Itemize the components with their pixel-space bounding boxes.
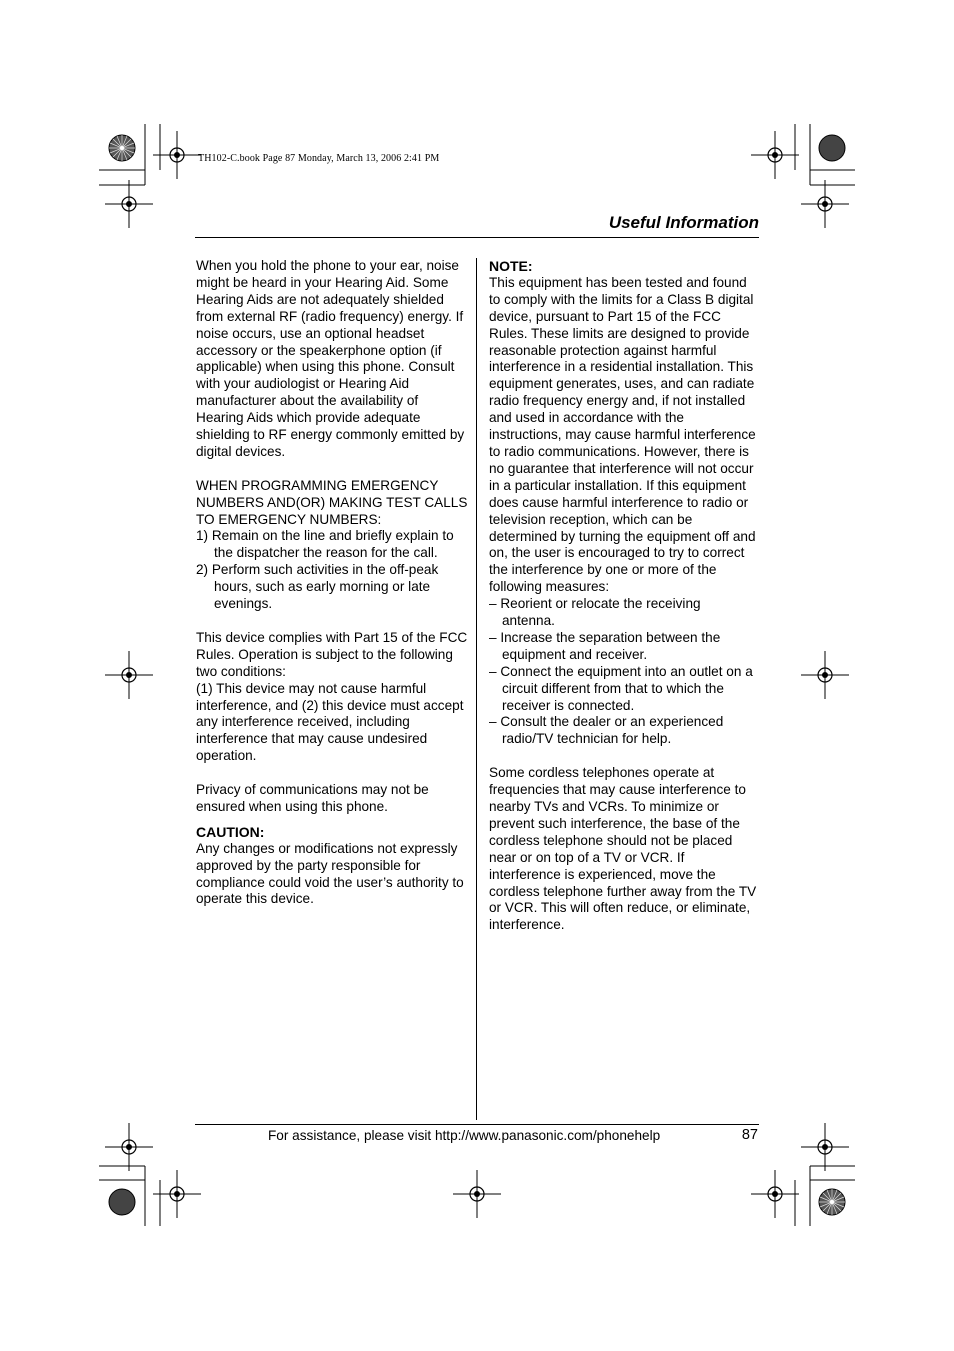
privacy-paragraph: Privacy of communications may not be ensured when using this phone.	[196, 782, 429, 814]
measure-item-2: – Increase the separation between the equipment and receiver.	[489, 629, 721, 662]
footer-rule	[195, 1124, 759, 1125]
note-heading: NOTE:	[489, 258, 533, 274]
caution-paragraph: Any changes or modifications not expressly approved by the party responsible for compliance could void the user’s authority to operate this device.	[196, 840, 464, 907]
right-column	[489, 258, 757, 934]
fcc-compliance-paragraph: This device complies with Part 15 of the FCC Rules. Operation is subject to the following two conditions:	[196, 629, 468, 679]
left-column	[196, 258, 468, 908]
emergency-heading: WHEN PROGRAMMING EMERGENCY NUMBERS AND(OR) MAKING TEST CALLS TO EMERGENCY NUMBERS:	[196, 477, 468, 527]
section-title: Useful Information	[608, 213, 759, 232]
measure-item-4: – Consult the dealer or an experienced radio/TV technician for help.	[489, 714, 724, 747]
header-rule	[195, 237, 759, 238]
emergency-item-1: 1) Remain on the line and briefly explain to the dispatcher the reason for the call.	[196, 528, 454, 561]
assistance-footer: For assistance, please visit http://www.panasonic.com/phonehelp	[268, 1128, 661, 1143]
cordless-interference-paragraph: Some cordless telephones operate at frequencies that may cause interference to nearby TVs and VCRs. To minimize or prevent such interference, the base of the cordless telephone should not be placed near or on top of a TV or VCR. If interference is experienced, move the cordless telephone further away from the TV or VCR. This will often reduce, or eliminate, interference.	[489, 765, 757, 933]
book-info-line: TH102-C.book Page 87 Monday, March 13, 2006 2:41 PM	[198, 153, 440, 164]
note-paragraph: This equipment has been tested and found to comply with the limits for a Class B digital device, pursuant to Part 15 of the FCC Rules. These limits are designed to provide reasonable protection against harmful interference in a residential installation. This equipment generates, uses, and can radiate radio frequency energy and, if not installed and used in accordance with the instructions, may cause harmful interference to radio communications. However, there is no guarantee that interference will not occur in a particular installation. If this equipment does cause harmful interference to radio or television reception, which can be determined by turning the equipment off and on, the user is encouraged to try to correct the interference by one or more of the following measures:	[489, 274, 756, 595]
measure-item-1: – Reorient or relocate the receiving antenna.	[489, 596, 701, 629]
measure-item-3: – Connect the equipment into an outlet on a circuit different from that to which the receiver is connected.	[489, 663, 753, 713]
emergency-item-2: 2) Perform such activities in the off-peak hours, such as early morning or late evenings.	[196, 562, 439, 612]
column-divider	[476, 258, 477, 1120]
hearing-aid-paragraph: When you hold the phone to your ear, noise might be heard in your Hearing Aid. Some Hearing Aids are not adequately shielded from external RF (radio frequency) energy. If noise occurs, use an optional headset accessory or the speakerphone option (if applicable) when using this phone. Consult with your audiologist or Hearing Aid manufacturer about the availability of Hearing Aids which provide adequate shielding to RF energy commonly emitted by digital devices.	[196, 258, 465, 459]
fcc-conditions-paragraph: (1) This device may not cause harmful interference, and (2) this device must accept any interference received, including interference that may cause undesired operation.	[196, 680, 464, 764]
page-number: 87	[741, 1127, 758, 1143]
caution-heading: CAUTION:	[196, 823, 265, 840]
